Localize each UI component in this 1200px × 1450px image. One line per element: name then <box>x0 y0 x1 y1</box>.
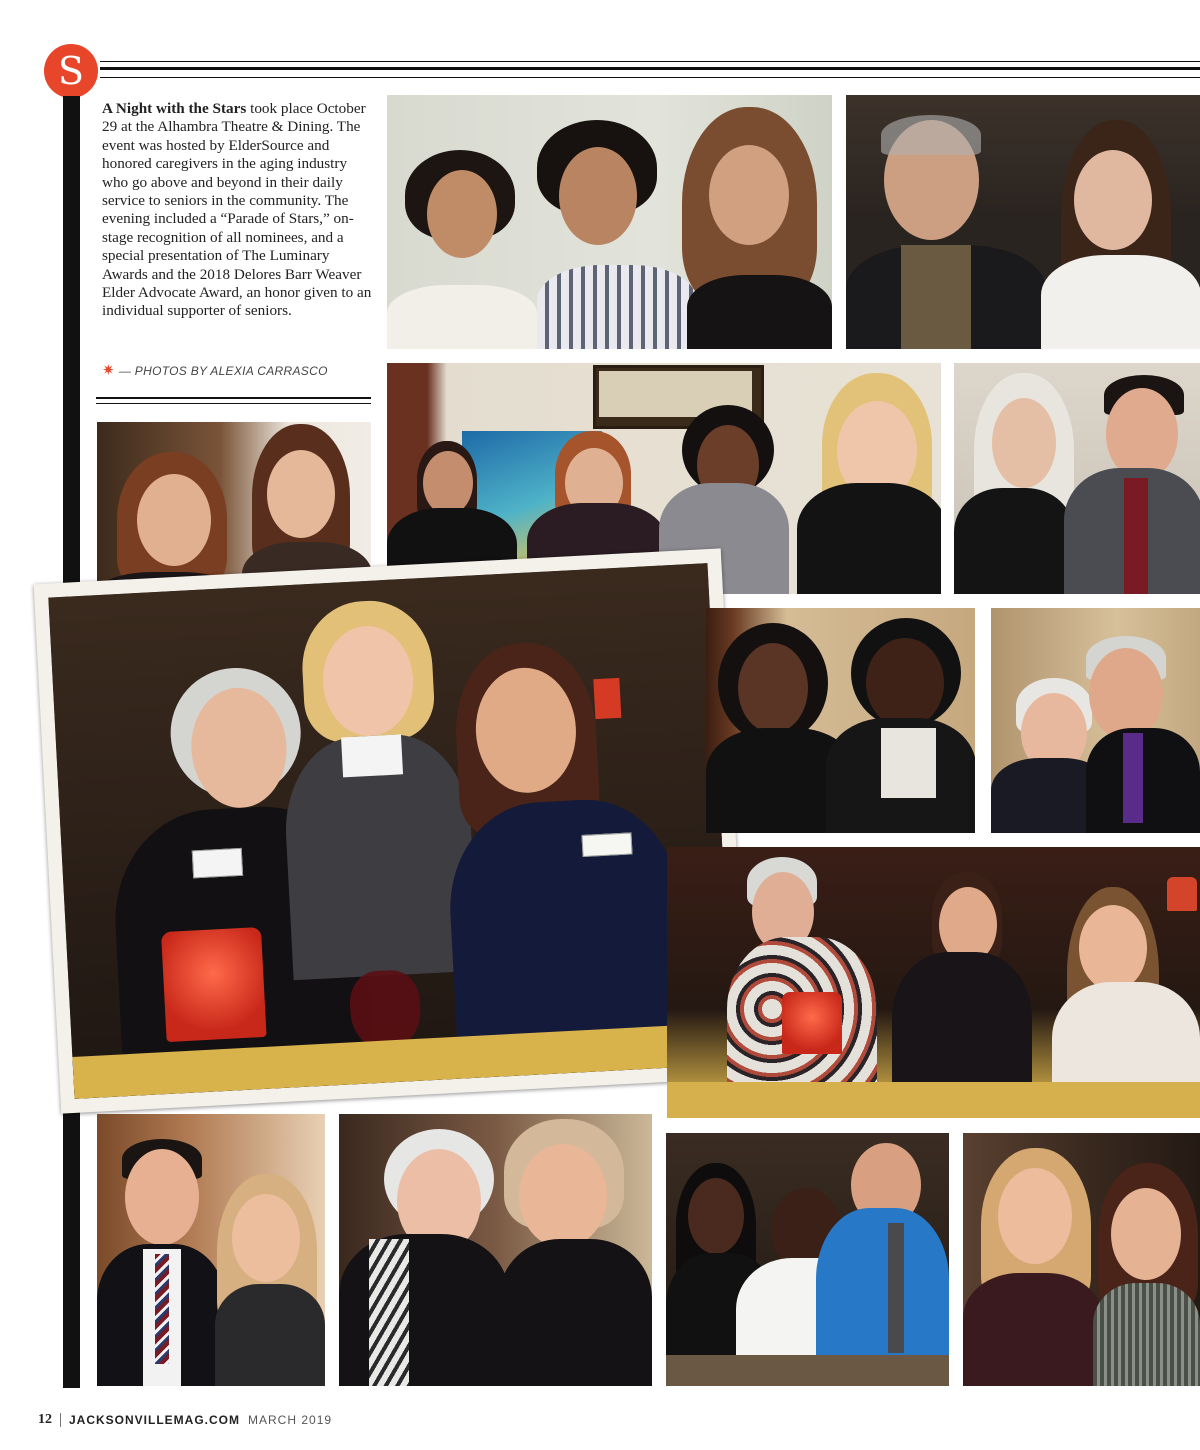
photo-two-women-bottom-right <box>963 1133 1200 1386</box>
intro-separator-thin <box>96 403 371 404</box>
footer-divider <box>60 1413 61 1427</box>
photo-three-women-dining <box>667 847 1200 1118</box>
starburst-icon: ✷ <box>102 362 115 379</box>
intro-text <box>102 100 372 321</box>
page-number: 12 <box>38 1412 52 1427</box>
photo-three-women-top <box>387 95 832 349</box>
intro-body: took place October 29 at the Alhambra Theatre & Dining. The event was hosted by ElderSource and honored caregivers in the aging industry who go above and beyond in their daily service to seniors in the community. The evening included a “Parade of Stars,” on-stage recognition of all nominees, and a special presentation of The Luminary Awards and the 2018 Delores Barr Weaver Elder Advocate Award, an honor given to an individual supporter of seniors. <box>102 100 372 320</box>
photo-two-women-center <box>706 608 975 833</box>
photo-credit-text: — PHOTOS BY ALEXIA CARRASCO <box>118 364 328 378</box>
photo-credit <box>102 361 372 379</box>
page-footer <box>38 1412 332 1428</box>
photo-featured-tilted <box>34 548 749 1113</box>
photo-man-and-woman-bottom-left <box>97 1114 325 1386</box>
intro-lead: A Night with the Stars <box>102 100 247 117</box>
photo-two-older-women-bottom <box>339 1114 652 1386</box>
header-rule-top <box>100 61 1200 62</box>
photo-woman-and-man-right <box>954 363 1200 594</box>
header-rule-middle <box>100 67 1200 70</box>
photo-group-bottom-middle <box>666 1133 949 1386</box>
section-badge: S <box>44 44 98 98</box>
footer-date: MARCH 2019 <box>248 1413 333 1427</box>
photo-elderly-couple-right <box>991 608 1200 833</box>
name-badge <box>581 832 632 857</box>
intro-separator-thick <box>96 397 371 399</box>
photo-couple-top-right <box>846 95 1200 349</box>
header-rule-bottom <box>100 77 1200 78</box>
name-badge <box>192 848 243 879</box>
footer-site[interactable]: JACKSONVILLEMAG.COM <box>69 1413 241 1427</box>
